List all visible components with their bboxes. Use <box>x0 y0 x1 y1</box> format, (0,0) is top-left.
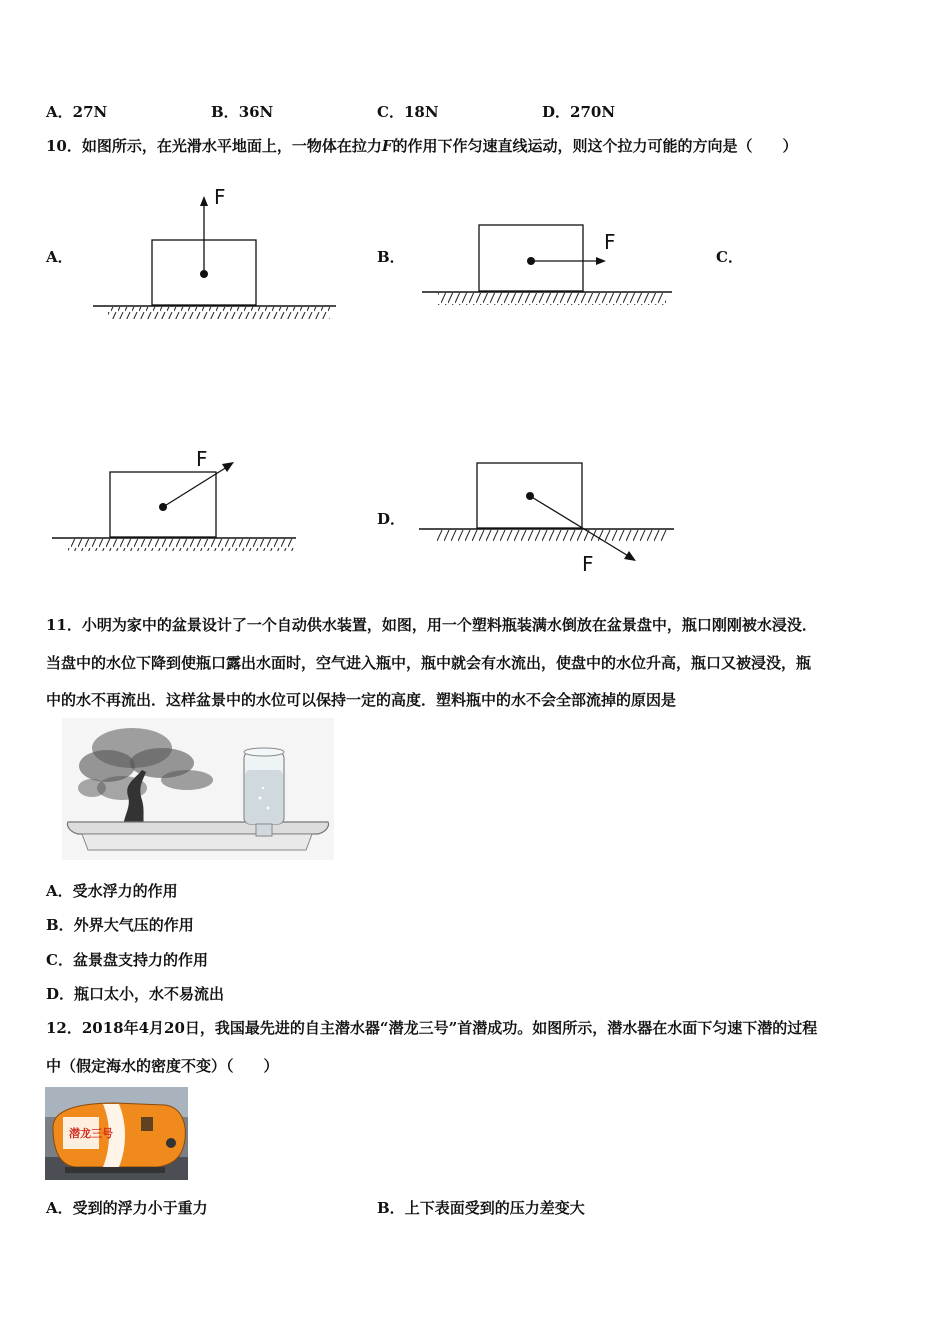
q12-stem-line2: 中（假定海水的密度不变）（ ） <box>46 1057 279 1075</box>
inverted-bottle-icon <box>244 748 284 836</box>
tray-base <box>82 834 312 850</box>
q10-diagram-c <box>50 440 300 555</box>
q9-option-c: C．18N <box>377 103 439 121</box>
ground-hatch <box>438 293 666 305</box>
q10-stem: 10．如图所示，在光滑水平地面上，一物体在拉力F的作用下作匀速直线运动，则这个拉力可能的方向是（ ） <box>46 137 798 155</box>
center-dot <box>527 257 535 265</box>
q11-option-b: B．外界大气压的作用 <box>46 916 194 934</box>
q11-option-c: C．盆景盘支持力的作用 <box>46 951 208 969</box>
bonsai-tray <box>67 822 328 834</box>
q9-option-b: B．36N <box>211 103 274 121</box>
force-label: F <box>582 552 594 576</box>
q10-label-b: B． <box>377 248 405 266</box>
force-label: F <box>214 185 226 209</box>
submersible-name: 潜龙三号 <box>69 1127 113 1140</box>
q9-option-d: D．270N <box>542 103 616 121</box>
q12-option-b: B．上下表面受到的压力差变大 <box>377 1199 585 1217</box>
q11-option-a: A．受水浮力的作用 <box>46 882 178 900</box>
center-dot <box>526 492 534 500</box>
q10-diagram-d <box>416 458 686 578</box>
center-dot <box>200 270 208 278</box>
q10-diagram-a <box>90 180 340 325</box>
q10-label-a: A． <box>46 248 73 266</box>
force-arrowhead <box>200 196 208 206</box>
center-dot <box>159 503 167 511</box>
q11-stem-line1: 11．小明为家中的盆景设计了一个自动供水装置，如图，用一个塑料瓶装满水倒放在盆景盘中，瓶口刚刚被水浸没． <box>46 616 817 634</box>
force-arrow <box>163 467 227 507</box>
force-arrowhead <box>596 257 606 265</box>
q11-stem-line3: 中的水不再流出．这样盆景中的水位可以保持一定的高度．塑料瓶中的水不会全部流掉的原因是 <box>46 691 677 709</box>
q10-label-c: C． <box>716 248 743 266</box>
force-arrowhead <box>624 551 636 561</box>
submersible-photo <box>45 1087 188 1180</box>
q9-option-a: A．27N <box>46 103 108 121</box>
q10-diagram-b <box>420 220 680 315</box>
q10-label-d: D． <box>377 510 406 528</box>
q12-option-a: A．受到的浮力小于重力 <box>46 1199 208 1217</box>
q11-option-d: D．瓶口太小，水不易流出 <box>46 985 225 1003</box>
force-arrowhead <box>222 462 234 472</box>
ground-hatch <box>108 307 330 319</box>
q12-stem-line1: 12．2018年4月20日，我国最先进的自主潜水器“潜龙三号”首潜成功。如图所示，潜水器在水面下匀速下潜的过程 <box>46 1019 818 1037</box>
ground-hatch <box>436 530 668 542</box>
bonsai-water-bottle-figure <box>62 718 334 860</box>
q11-stem-line2: 当盘中的水位下降到使瓶口露出水面时，空气进入瓶中，瓶中就会有水流出，使盘中的水位升高，瓶口又被浸没，瓶 <box>46 654 812 672</box>
force-arrow <box>530 496 630 557</box>
force-label: F <box>196 447 208 471</box>
force-label: F <box>604 230 616 254</box>
ground-hatch <box>68 539 294 551</box>
